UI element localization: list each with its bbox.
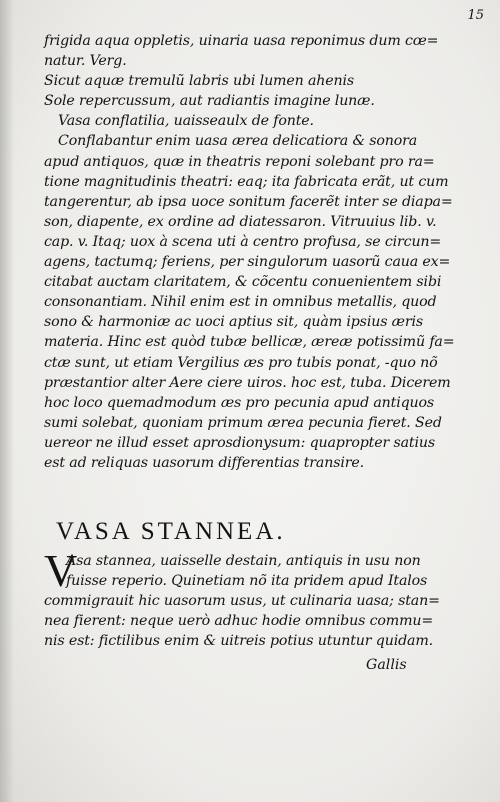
subheading-line: Vasa conflatilia, uaisseaulx de fonte.: [58, 113, 314, 130]
text-line: sono & harmoniæ ac uoci aptius sit, quàm ipsius æris: [44, 314, 424, 331]
text-line: materia. Hinc est quòd tubæ bellicæ, æreæ potissimũ fa=: [44, 334, 455, 351]
text-line: est ad reliquas uasorum differentias transire.: [44, 454, 364, 471]
text-line: cap. v. Itaq; uox à scena uti à centro profusa, se circun=: [44, 233, 442, 250]
section-text-block: [44, 545, 464, 651]
text-line: agens, tactumq; feriens, per singulorum uasorũ caua ex=: [44, 254, 451, 271]
text-line: commigrauit hic uasorum usus, ut culinaria uasa; stan=: [44, 593, 440, 610]
text-line: consonantiam. Nihil enim est in omnibus metallis, quod: [44, 294, 437, 311]
text-line: son, diapente, ex ordine ad diatessaron. Vitruuius lib. v.: [44, 213, 437, 230]
text-line: nis est: fictilibus enim & uitreis potius utuntur quidam.: [44, 633, 433, 650]
text-line: fuisse reperio. Quinetiam nõ ita pridem apud Italos: [66, 573, 428, 590]
text-line: præstantior alter Aere ciere uiros. hoc est, tuba. Dicerem: [44, 374, 451, 391]
text-line: sumi solebat, quoniam primum ærea pecunia fieret. Sed: [44, 414, 442, 431]
page-number: 15: [467, 8, 484, 23]
text-line: citabat auctam claritatem, & cõcentu conuenientem sibi: [44, 274, 442, 291]
binding-gutter-shadow: [0, 0, 14, 802]
text-line: hoc loco quemadmodum æs pro pecunia apud antiquos: [44, 394, 435, 411]
text-line: tione magnitudinis theatri: eaq; ita fabricata erãt, ut cum: [44, 173, 449, 190]
section-heading: VASA STANNEA.: [56, 518, 286, 545]
drop-cap-letter: V: [44, 545, 78, 596]
text-line: uereor ne illud esset aprosdionysum: quapropter satius: [44, 434, 435, 451]
text-line: frigida aqua oppletis, uinaria uasa reponimus dum cœ=: [44, 33, 439, 49]
text-line: apud antiquos, quæ in theatris reponi solebant pro ra=: [44, 153, 435, 170]
text-line: Asa stannea, uaisselle destain, antiquis in usu non: [66, 553, 421, 569]
text-line: ctæ sunt, ut etiam Vergilius æs pro tubis ponat, ‑quo nõ: [44, 354, 438, 371]
text-line: Conflabantur enim uasa ærea delicatiora & sonora: [58, 133, 418, 150]
verse-line: Sole repercussum, aut radiantis imagine lunæ.: [44, 93, 375, 110]
text-line: nea fierent: neque uerò adhuc hodie omnibus commu=: [44, 613, 434, 630]
main-text-block: [44, 31, 464, 473]
text-line: tangerentur, ab ipsa uoce sonitum facerẽt inter se diapa=: [44, 193, 453, 210]
verse-line: Sicut aquæ tremulũ labris ubi lumen ahenis: [44, 73, 355, 90]
text-line: natur. Verg.: [44, 53, 127, 70]
catchword: Gallis: [366, 657, 407, 673]
